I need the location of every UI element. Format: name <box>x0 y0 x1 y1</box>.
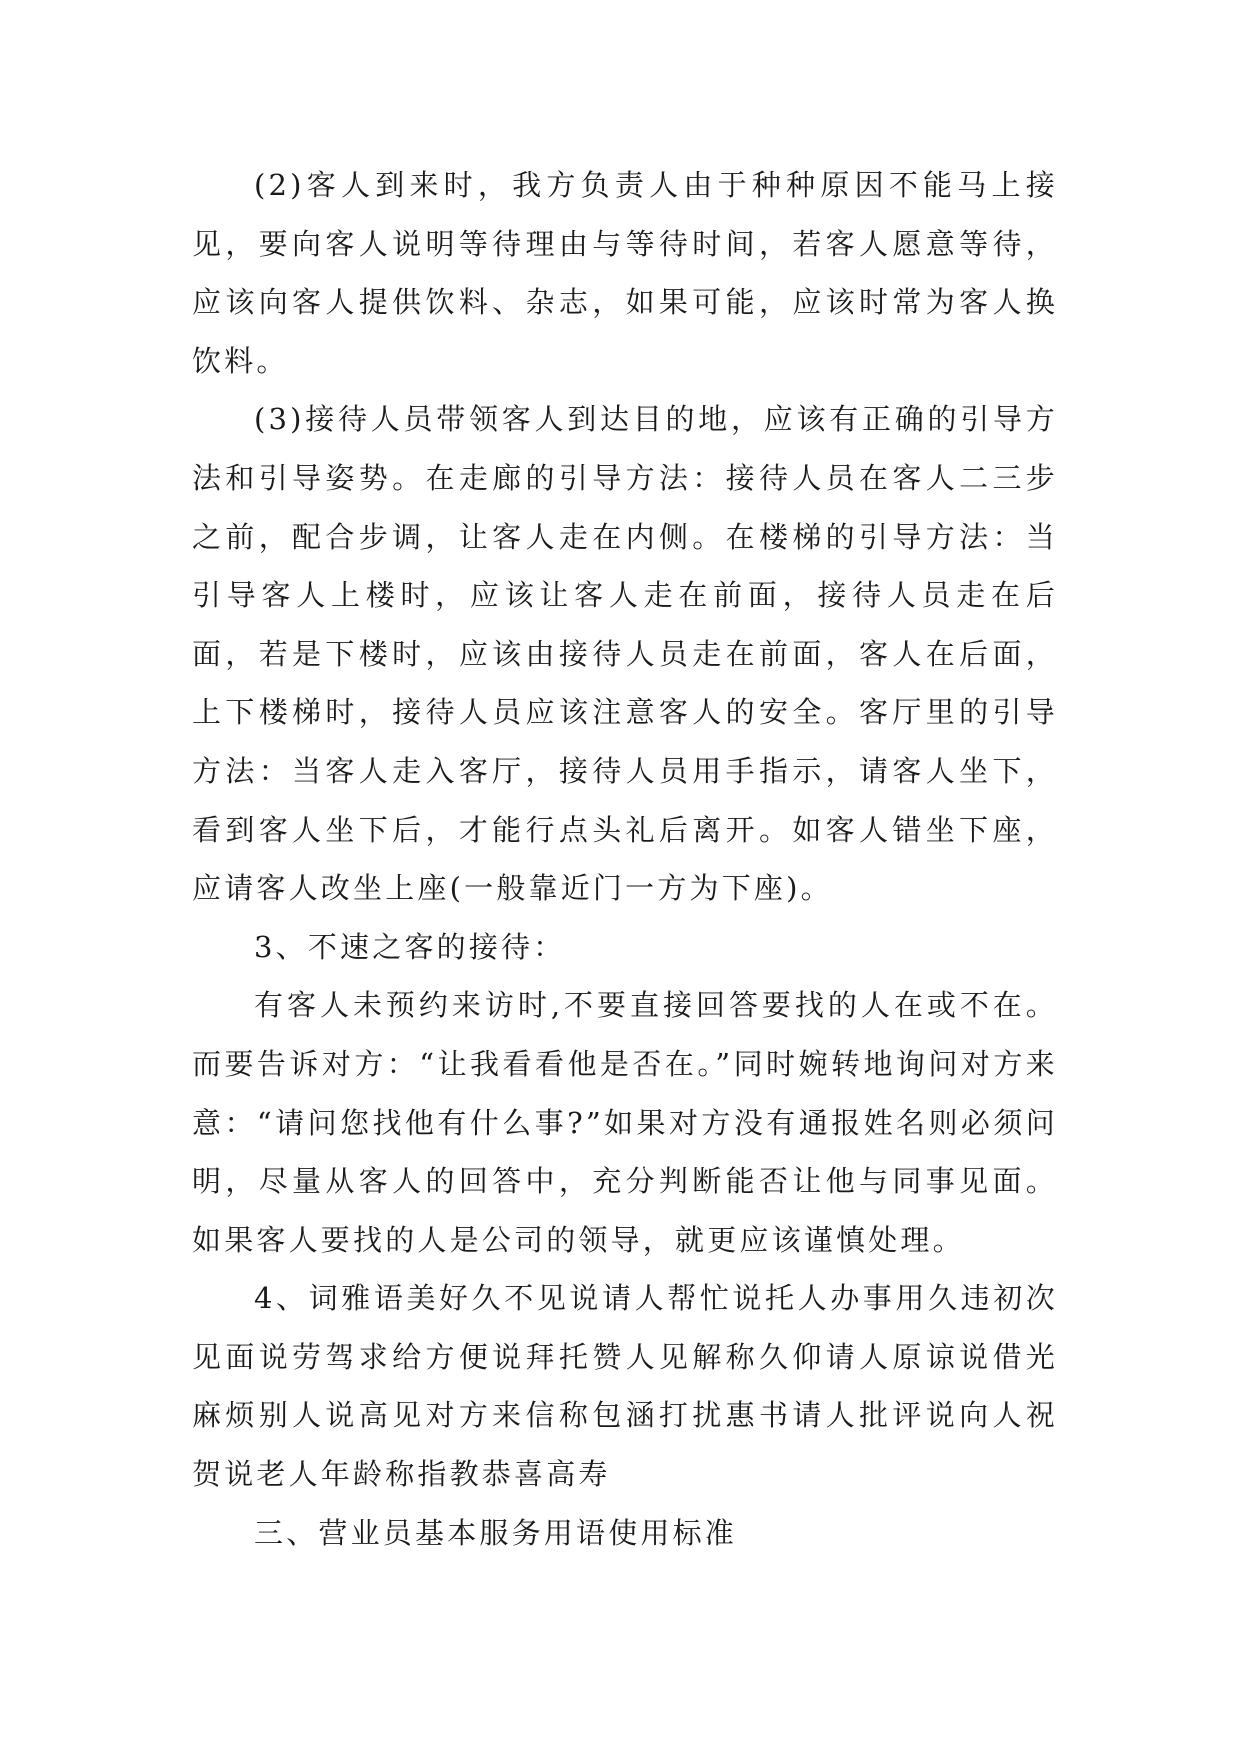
paragraph-guiding-guests: (3)接待人员带领客人到达目的地，应该有正确的引导方法和引导姿势。在走廊的引导方法：接待人员在客人二三步之前，配合步调，让客人走在内侧。在楼梯的引导方法：当引导客人上楼时，应该让客人走在前面，接待人员走在后面，若是下楼时，应该由接待人员走在前面，客人在后面，上下楼梯时，接待人员应该注意客人的安全。客厅里的引导方法：当客人走入客厅，接待人员用手指示，请客人坐下，看到客人坐下后，才能行点头礼后离开。如客人错坐下座，应请客人改坐上座(一般靠近门一方为下座)。 <box>192 402 1058 906</box>
paragraph-polite-phrases: 4、词雅语美好久不见说请人帮忙说托人办事用久违初次见面说劳驾求给方便说拜托赞人见解称久仰请人原谅说借光麻烦别人说高见对方来信称包涵打扰惠书请人批评说向人祝贺说老人年龄称指教恭喜高寿 <box>192 1281 1058 1492</box>
paragraph-unexpected-guests: 有客人未预约来访时,不要直接回答要找的人在或不在。而要告诉对方：“让我看看他是否在。”同时婉转地询问对方来意：“请问您找他有什么事?”如果对方没有通报姓名则必须问明，尽量从客人的回答中，充分判断能否让他与同事见面。如果客人要找的人是公司的领导，就更应该谨慎处理。 <box>192 988 1058 1257</box>
document-body <box>192 156 1058 1562</box>
paragraph-reception-waiting: (2)客人到来时，我方负责人由于种种原因不能马上接见，要向客人说明等待理由与等待时间，若客人愿意等待，应该向客人提供饮料、杂志，如果可能，应该时常为客人换饮料。 <box>192 168 1058 378</box>
heading-unexpected-guests: 3、不速之客的接待： <box>254 929 566 964</box>
section-heading-service-language: 三、营业员基本服务用语使用标准 <box>254 1515 738 1550</box>
